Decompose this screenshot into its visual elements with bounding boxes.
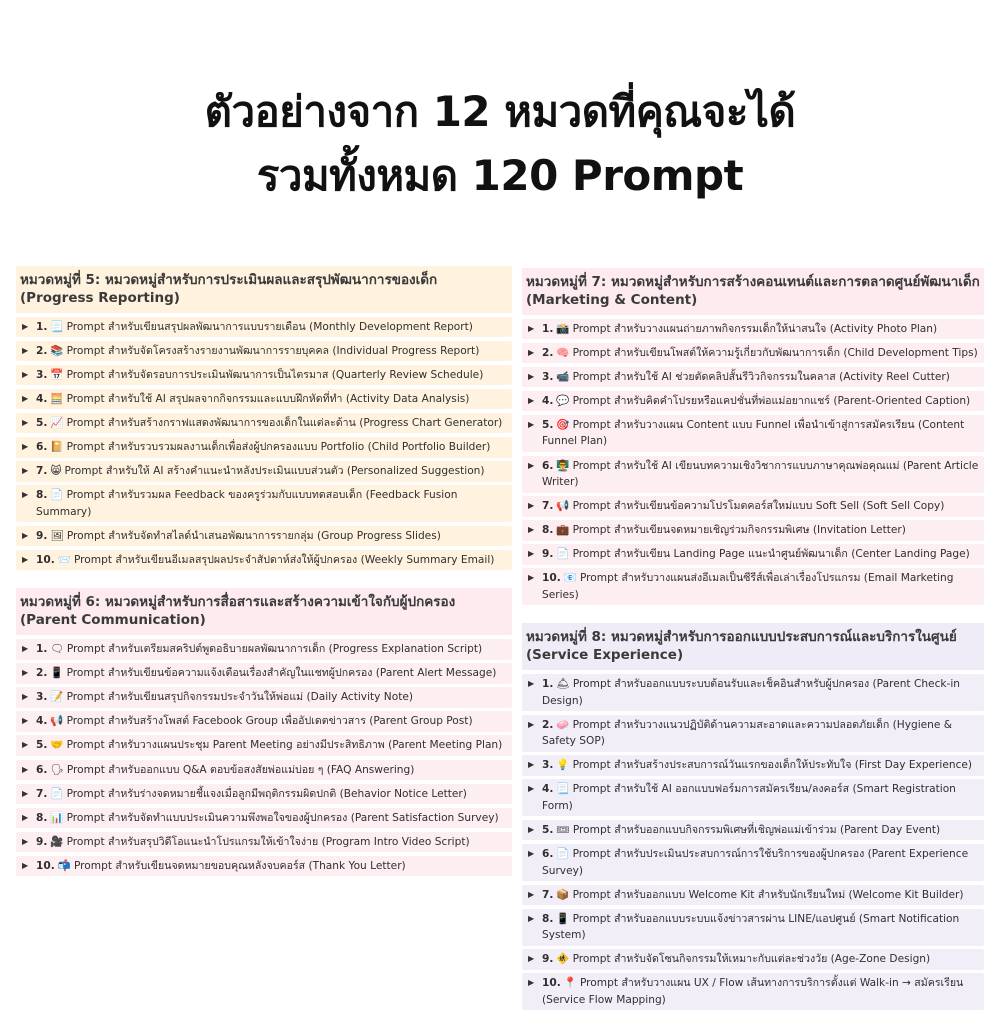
toggle-triangle-icon[interactable]: ▶ [22,321,29,331]
toggle-item-text [542,345,980,362]
section-6-items [16,639,512,876]
item-emoji-icon: 📹 [556,370,570,383]
toggle-triangle-icon[interactable]: ▶ [528,849,535,858]
item-label: Prompt สำหรับเขียนโพสต์ให้ความรู้เกี่ยวกับพัฒนาการเด็ก (Child Development Tips) [572,346,978,359]
item-label: Prompt สำหรับเขียนสรุปกิจกรรมประจำวันให้พ่อแม่ (Daily Activity Note) [66,691,414,704]
item-number: 2. [542,346,554,359]
item-number: 5. [542,823,554,836]
toggle-item-text [542,321,980,338]
toggle-triangle-icon[interactable]: ▶ [528,573,535,583]
item-emoji-icon: 📧 [563,572,577,585]
toggle-triangle-icon[interactable]: ▶ [22,692,29,702]
item-label: Prompt สำหรับใช้ AI ออกแบบฟอร์มการสมัครเรียน/ลงคอร์ส (Smart Registration Form) [542,783,956,812]
item-number: 4. [542,783,554,796]
toggle-triangle-icon[interactable]: ▶ [22,860,29,870]
item-number: 9. [542,548,554,561]
item-number: 1. [36,643,48,656]
toggle-list-item[interactable] [522,779,984,816]
toggle-list-item[interactable] [522,520,984,541]
item-label: Prompt สำหรับใช้ AI สรุปผลจากกิจกรรมและแบบฝึกหัดที่ทำ (Activity Data Analysis) [66,392,470,405]
section-5-items [16,317,512,571]
item-label: Prompt สำหรับสร้างกราฟแสดงพัฒนาการของเด็กในแต่ละด้าน (Progress Chart Generator) [66,416,503,429]
item-number: 7. [36,787,48,800]
item-number: 8. [36,489,48,502]
item-label: Prompt สำหรับวางแผน UX / Flow เส้นทางการบริการตั้งแต่ Walk-in → สมัครเรียน (Service Flow Mapping) [542,977,964,1006]
toggle-triangle-icon[interactable]: ▶ [22,442,29,452]
toggle-list-item[interactable] [16,832,512,853]
toggle-item-text [36,665,508,682]
toggle-item-text [542,717,980,750]
item-number: 6. [542,459,554,472]
toggle-triangle-icon[interactable]: ▶ [528,719,535,729]
toggle-triangle-icon[interactable]: ▶ [528,913,535,923]
toggle-item-text [36,762,508,779]
toggle-list-item[interactable] [522,456,984,493]
item-label: Prompt สำหรับออกแบบ Welcome Kit สำหรับนักเรียนใหม่ (Welcome Kit Builder) [572,888,964,901]
item-emoji-icon: 💡 [556,759,570,772]
toggle-triangle-icon[interactable]: ▶ [528,679,535,689]
item-label: Prompt สำหรับเขียนจดหมายเชิญร่วมกิจกรรมพิเศษ (Invitation Letter) [572,524,906,537]
toggle-item-text [542,887,980,904]
toggle-item-text [36,810,508,827]
toggle-triangle-icon[interactable]: ▶ [22,740,29,750]
item-label: Prompt สำหรับคิดคำโปรยหรือแคปชั่นที่พ่อแม่อยากแชร์ (Parent-Oriented Caption) [572,394,971,407]
toggle-list-item[interactable] [16,808,512,829]
item-label: Prompt สำหรับประเมินประสบการณ์การใช้บริการของผู้ปกครอง (Parent Experience Survey) [542,848,969,877]
item-emoji-icon: 🧮 [50,392,64,405]
item-number: 6. [542,848,554,860]
item-emoji-icon: 📚 [50,344,64,357]
item-label: Prompt สำหรับเขียนอีเมลสรุปผลประจำสัปดาห์ส่งให้ผู้ปกครอง (Weekly Summary Email) [73,553,495,566]
item-number: 10. [36,553,55,566]
toggle-item-text [542,846,980,879]
item-label: Prompt สำหรับเขียนจดหมายขอบคุณหลังจบคอร์ส (Thank You Letter) [73,859,406,872]
toggle-item-text [36,737,508,754]
toggle-list-item[interactable] [522,415,984,452]
item-number: 4. [542,394,554,407]
item-label: Prompt สำหรับรวบรวมผลงานเด็กเพื่อส่งผู้ปกครองแบบ Portfolio (Child Portfolio Builder) [66,441,491,454]
item-label: Prompt สำหรับสรุปวิดีโอแนะนำโปรแกรมให้เข้าใจง่าย (Program Intro Video Script) [66,835,470,848]
item-emoji-icon: 🎥 [50,835,64,848]
item-emoji-icon: 🗨 [50,643,64,656]
toggle-list-item[interactable] [16,389,512,410]
item-emoji-icon: 🎯 [556,418,570,431]
toggle-item-text [542,781,980,814]
item-number: 9. [542,953,554,966]
toggle-triangle-icon[interactable]: ▶ [22,345,29,355]
item-number: 2. [36,667,48,680]
item-label: Prompt สำหรับวางแผน Content แบบ Funnel เพื่อนำเข้าสู่การสมัครเรียน (Content Funnel Plan) [542,418,965,448]
item-emoji-icon: 🎟 [556,823,570,836]
headline-line-1: ตัวอย่างจาก 12 หมวดที่คุณจะได้ [204,87,796,136]
toggle-item-text [542,369,980,386]
item-emoji-icon: 📊 [50,811,64,824]
toggle-list-item[interactable] [522,674,984,711]
item-label: Prompt สำหรับเขียนข้อความโปรโมตคอร์สใหม่แบบ Soft Sell (Soft Sell Copy) [572,500,945,513]
page-headline [0,80,1000,208]
item-label: Prompt สำหรับรวมผล Feedback ของครูร่วมกับแบบทดสอบเด็ก (Feedback Fusion Summary) [36,489,458,518]
item-number: 7. [36,465,48,478]
toggle-triangle-icon[interactable]: ▶ [528,419,535,429]
item-label: Prompt สำหรับจัดทำแบบประเมินความพึงพอใจของผู้ปกครอง (Parent Satisfaction Survey) [66,811,499,824]
toggle-triangle-icon[interactable]: ▶ [528,371,535,381]
toggle-item-text [36,786,508,803]
item-label: Prompt สำหรับออกแบบกิจกรรมพิเศษที่เชิญพ่อแม่เข้าร่วม (Parent Day Event) [572,823,941,836]
toggle-triangle-icon[interactable]: ▶ [22,554,29,564]
item-label: Prompt สำหรับออกแบบ Q&A ตอบข้อสงสัยพ่อแม่บ่อย ๆ (FAQ Answering) [66,763,415,776]
item-emoji-icon: 👨‍🏫 [556,459,570,472]
item-label: Prompt สำหรับเขียน Landing Page แนะนำศูนย์พัฒนาเด็ก (Center Landing Page) [572,548,970,561]
item-label: Prompt สำหรับออกแบบระบบต้อนรับและเช็คอินสำหรับผู้ปกครอง (Parent Check-in Design) [542,678,961,707]
toggle-item-text [36,689,508,706]
item-number: 6. [36,763,48,776]
item-number: 7. [542,888,554,901]
item-label: Prompt สำหรับวางแผนถ่ายภาพกิจกรรมเด็กให้น่าสนใจ (Activity Photo Plan) [572,322,938,335]
toggle-triangle-icon[interactable]: ▶ [22,490,29,500]
toggle-list-item[interactable] [16,687,512,708]
left-column [16,266,512,894]
item-number: 3. [542,370,554,383]
item-emoji-icon: 📢 [556,500,570,513]
toggle-item-text [36,343,508,360]
toggle-list-item[interactable] [522,885,984,906]
item-emoji-icon: 📝 [50,691,64,704]
toggle-item-text [36,319,508,336]
item-label: Prompt สำหรับเขียนข้อความแจ้งเตือนเรื่องสำคัญในแชทผู้ปกครอง (Parent Alert Message) [66,667,497,680]
item-emoji-icon: 📈 [50,416,64,429]
section-8-title: หมวดหมู่ที่ 8: หมวดหมู่สำหรับการออกแบบประสบการณ์และบริการในศูนย์ (Service Experience) [522,623,984,670]
toggle-item-text [36,858,508,875]
toggle-list-item[interactable] [522,367,984,388]
item-number: 4. [36,392,48,405]
toggle-item-text [542,417,980,450]
toggle-triangle-icon[interactable]: ▶ [22,530,29,540]
toggle-triangle-icon[interactable]: ▶ [22,369,29,379]
toggle-triangle-icon[interactable]: ▶ [22,644,29,654]
item-emoji-icon: 💬 [556,394,570,407]
toggle-item-text [542,951,980,968]
toggle-item-text [542,676,980,709]
item-number: 2. [542,718,554,731]
item-emoji-icon: 📸 [556,322,570,335]
toggle-list-item[interactable] [522,844,984,881]
toggle-item-text [36,834,508,851]
toggle-item-text [36,713,508,730]
section-6 [16,588,512,876]
toggle-triangle-icon[interactable]: ▶ [528,323,535,333]
item-emoji-icon: 🚸 [556,953,570,966]
item-emoji-icon: 📢 [50,715,64,728]
item-emoji-icon: 📄 [50,787,64,800]
item-label: Prompt สำหรับจัดทำสไลด์นำเสนอพัฒนาการรายกลุ่ม (Group Progress Slides) [66,529,441,542]
section-8 [522,623,984,1010]
toggle-list-item[interactable] [16,461,512,482]
item-emoji-icon: 🤝 [50,739,64,752]
toggle-list-item[interactable] [16,526,512,547]
item-number: 10. [36,859,55,872]
toggle-item-text [542,522,980,539]
toggle-list-item[interactable] [16,413,512,434]
item-label: Prompt สำหรับวางแผนส่งอีเมลเป็นซีรีส์เพื่อเล่าเรื่องโปรแกรม (Email Marketing Series) [542,572,954,601]
item-emoji-icon: 📅 [50,368,64,381]
item-label: Prompt สำหรับใช้ AI เขียนบทความเชิงวิชาการแบบภาษาคุณพ่อคุณแม่ (Parent Article Writer) [542,459,979,489]
headline-line-2: รวมทั้งหมด 120 Prompt [256,151,744,200]
item-emoji-icon: 😸 [50,465,62,478]
toggle-item-text [542,822,980,839]
item-number: 5. [36,739,48,752]
item-number: 4. [36,715,48,728]
item-number: 10. [542,977,561,990]
section-6-title: หมวดหมู่ที่ 6: หมวดหมู่สำหรับการสื่อสารและสร้างความเข้าใจกับผู้ปกครอง (Parent Communication) [16,588,512,635]
item-label: Prompt สำหรับเขียนสรุปผลพัฒนาการแบบรายเดือน (Monthly Development Report) [66,320,473,333]
item-emoji-icon: 💼 [556,524,570,537]
section-7-title: หมวดหมู่ที่ 7: หมวดหมู่สำหรับการสร้างคอนเทนต์และการตลาดศูนย์พัฒนาเด็ก (Marketing & Content) [522,268,984,315]
item-emoji-icon: 📬 [57,859,71,872]
item-emoji-icon: 🗣 [50,763,64,776]
toggle-item-text [542,570,980,603]
toggle-list-item[interactable] [16,711,512,732]
item-emoji-icon: 📨 [57,553,71,566]
toggle-list-item[interactable] [16,317,512,338]
section-8-items [522,674,984,1010]
toggle-list-item[interactable] [522,544,984,565]
toggle-list-item[interactable] [16,856,512,877]
toggle-list-item[interactable] [16,663,512,684]
toggle-list-item[interactable] [522,755,984,776]
toggle-list-item[interactable] [522,391,984,412]
item-label: Prompt สำหรับให้ AI สร้างคำแนะนำหลังประเมินแบบส่วนตัว (Personalized Suggestion) [64,465,485,478]
toggle-item-text [36,487,508,520]
toggle-item-text [542,546,980,563]
toggle-item-text [542,911,980,944]
item-emoji-icon: 📔 [50,441,64,454]
toggle-list-item[interactable] [16,485,512,522]
toggle-item-text [36,367,508,384]
item-emoji-icon: 📄 [50,489,64,502]
toggle-item-text [542,458,980,491]
toggle-triangle-icon[interactable]: ▶ [22,788,29,798]
item-number: 5. [36,416,48,429]
toggle-list-item[interactable] [16,760,512,781]
toggle-item-text [542,757,980,774]
item-emoji-icon: 📄 [556,548,570,561]
toggle-triangle-icon[interactable]: ▶ [528,978,535,988]
toggle-item-text [542,498,980,515]
item-number: 1. [542,322,554,335]
toggle-list-item[interactable] [522,909,984,946]
item-label: Prompt สำหรับใช้ AI ช่วยตัดคลิปสั้นรีวิวกิจกรรมในคลาส (Activity Reel Cutter) [572,370,950,383]
toggle-item-text [36,641,508,658]
item-number: 3. [542,759,554,772]
item-label: Prompt สำหรับสร้างโพสต์ Facebook Group เพื่ออัปเดตข่าวสาร (Parent Group Post) [66,715,473,728]
toggle-triangle-icon[interactable]: ▶ [528,889,535,899]
item-emoji-icon: 🛎 [556,678,570,691]
toggle-list-item[interactable] [16,639,512,660]
toggle-triangle-icon[interactable]: ▶ [528,784,535,794]
toggle-list-item[interactable] [522,568,984,605]
toggle-list-item[interactable] [522,343,984,364]
toggle-triangle-icon[interactable]: ▶ [528,395,535,405]
toggle-item-text [36,439,508,456]
section-5 [16,266,512,570]
section-7 [522,268,984,605]
item-emoji-icon: 📃 [556,783,570,796]
toggle-triangle-icon[interactable]: ▶ [528,954,535,964]
toggle-list-item[interactable] [16,341,512,362]
toggle-list-item[interactable] [522,715,984,752]
toggle-item-text [36,552,508,569]
item-emoji-icon: 📱 [50,667,64,680]
item-label: Prompt สำหรับจัดโครงสร้างรายงานพัฒนาการรายบุคคล (Individual Progress Report) [66,344,480,357]
item-number: 9. [36,529,48,542]
toggle-list-item[interactable] [522,973,984,1010]
toggle-list-item[interactable] [16,784,512,805]
item-number: 6. [36,441,48,454]
item-emoji-icon: 🧼 [556,718,570,731]
toggle-triangle-icon[interactable]: ▶ [528,549,535,559]
toggle-triangle-icon[interactable]: ▶ [22,836,29,846]
toggle-list-item[interactable] [522,496,984,517]
item-label: Prompt สำหรับร่างจดหมายชี้แจงเมื่อลูกมีพฤติกรรมผิดปกติ (Behavior Notice Letter) [66,787,467,800]
toggle-triangle-icon[interactable]: ▶ [528,501,535,511]
item-emoji-icon: 📍 [563,977,577,990]
item-number: 5. [542,418,554,431]
item-number: 8. [542,524,554,537]
item-label: Prompt สำหรับสร้างประสบการณ์วันแรกของเด็กให้ประทับใจ (First Day Experience) [572,759,973,772]
toggle-triangle-icon[interactable]: ▶ [528,760,535,770]
item-emoji-icon: 📱 [556,912,570,925]
toggle-list-item[interactable] [16,437,512,458]
toggle-triangle-icon[interactable]: ▶ [22,812,29,822]
item-number: 2. [36,344,48,357]
toggle-item-text [542,975,980,1008]
toggle-list-item[interactable] [522,949,984,970]
item-label: Prompt สำหรับวางแนวปฏิบัติด้านความสะอาดและความปลอดภัยเด็ก (Hygiene & Safety SOP) [542,718,953,748]
item-emoji-icon: 🧠 [556,346,570,359]
toggle-triangle-icon[interactable]: ▶ [528,525,535,535]
toggle-list-item[interactable] [16,550,512,571]
item-number: 3. [36,691,48,704]
toggle-triangle-icon[interactable]: ▶ [528,347,535,357]
item-number: 10. [542,572,561,585]
toggle-triangle-icon[interactable]: ▶ [22,417,29,427]
section-7-items [522,319,984,606]
item-label: Prompt สำหรับออกแบบระบบแจ้งข่าวสารผ่าน LINE/แอปศูนย์ (Smart Notification System) [542,912,960,942]
toggle-triangle-icon[interactable]: ▶ [22,764,29,774]
item-number: 9. [36,835,48,848]
item-number: 8. [36,811,48,824]
section-5-title: หมวดหมู่ที่ 5: หมวดหมู่สำหรับการประเมินผลและสรุปพัฒนาการของเด็ก (Progress Reporting) [16,266,512,313]
item-label: Prompt สำหรับวางแผนประชุม Parent Meeting อย่างมีประสิทธิภาพ (Parent Meeting Plan) [66,739,503,752]
item-label: Prompt สำหรับเตรียมสคริปต์พูดอธิบายผลพัฒนาการเด็ก (Progress Explanation Script) [66,643,483,656]
item-number: 7. [542,500,554,513]
toggle-item-text [542,393,980,410]
item-emoji-icon: 📃 [50,320,64,333]
toggle-item-text [36,463,508,480]
item-label: Prompt สำหรับจัดโซนกิจกรรมให้เหมาะกับแต่ละช่วงวัย (Age-Zone Design) [572,953,931,966]
item-number: 8. [542,912,554,925]
toggle-triangle-icon[interactable]: ▶ [528,824,535,834]
item-emoji-icon: 📄 [556,848,570,860]
item-emoji-icon: 📦 [556,888,570,901]
toggle-list-item[interactable] [16,365,512,386]
item-number: 3. [36,368,48,381]
toggle-item-text [36,391,508,408]
toggle-item-text [36,528,508,545]
toggle-list-item[interactable] [522,319,984,340]
toggle-triangle-icon[interactable]: ▶ [22,466,29,476]
item-number: 1. [542,678,554,691]
right-column [522,268,984,1028]
toggle-triangle-icon[interactable]: ▶ [22,668,29,678]
toggle-list-item[interactable] [16,735,512,756]
toggle-triangle-icon[interactable]: ▶ [22,716,29,726]
item-label: Prompt สำหรับจัดรอบการประเมินพัฒนาการเป็นไตรมาส (Quarterly Review Schedule) [66,368,484,381]
toggle-triangle-icon[interactable]: ▶ [22,393,29,403]
toggle-item-text [36,415,508,432]
item-number: 1. [36,320,48,333]
item-emoji-icon: 🖼 [50,529,64,542]
toggle-triangle-icon[interactable]: ▶ [528,460,535,470]
toggle-list-item[interactable] [522,820,984,841]
